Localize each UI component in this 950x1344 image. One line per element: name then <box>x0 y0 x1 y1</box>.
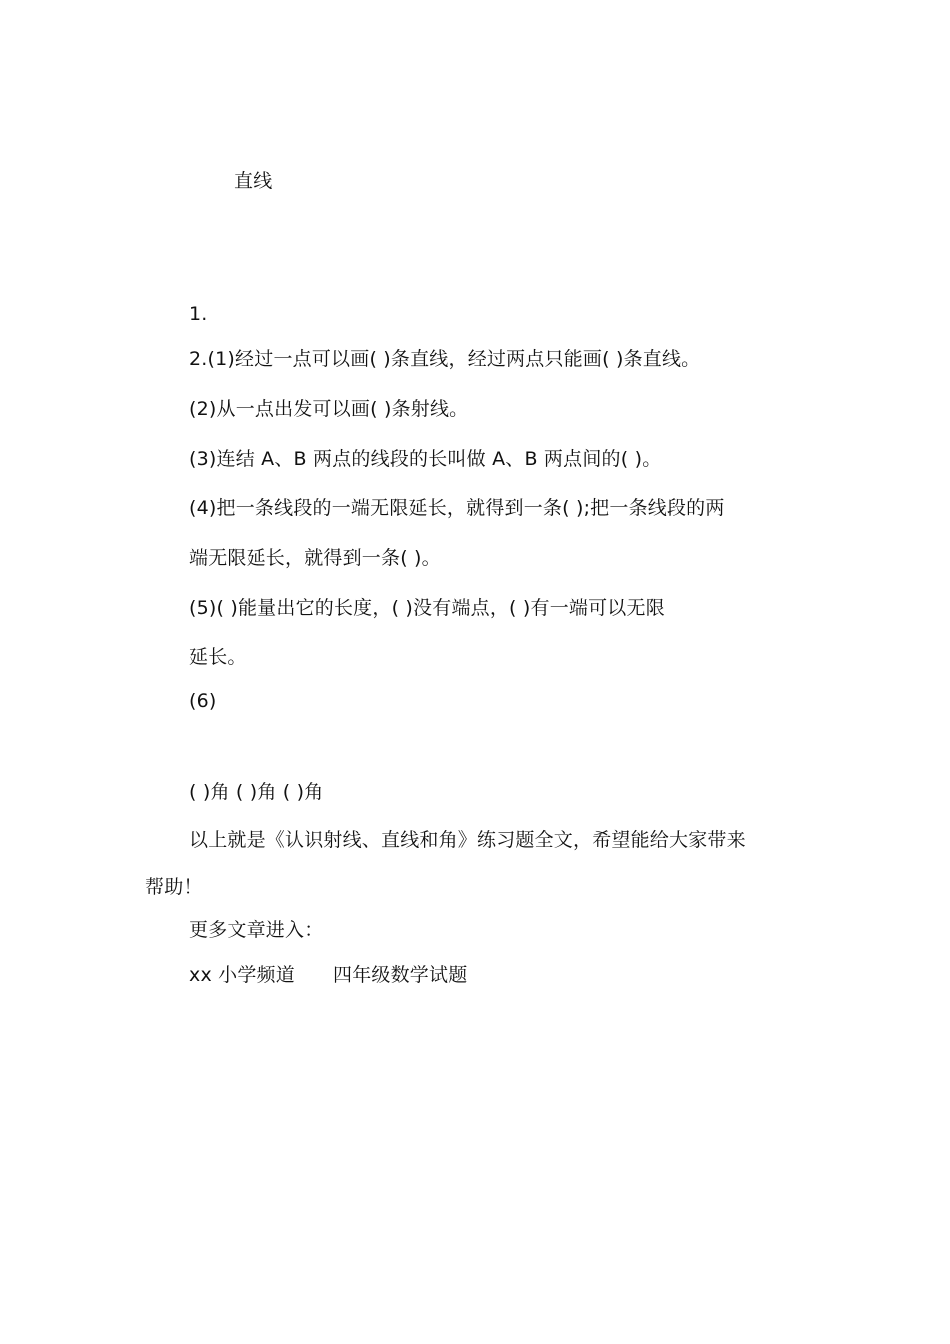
more-articles-label: 更多文章进入： <box>189 919 324 941</box>
angle-blanks: ( )角 ( )角 ( )角 <box>189 781 324 803</box>
closing-paragraph-line-2: 帮助！ <box>145 876 203 898</box>
exam-link[interactable]: 四年级数学试题 <box>333 964 468 986</box>
section-heading: 直线 <box>234 170 273 192</box>
question-2-5-line-1: (5)( )能量出它的长度，( )没有端点，( )有一端可以无限 <box>189 597 665 619</box>
channel-link[interactable]: xx 小学频道 <box>189 964 295 986</box>
question-2-6: (6) <box>189 690 217 712</box>
question-2-2: (2)从一点出发可以画( )条射线。 <box>189 398 469 420</box>
question-2-5-line-2: 延长。 <box>189 646 247 668</box>
question-2-4-line-1: (4)把一条线段的一端无限延长，就得到一条( );把一条线段的两 <box>189 497 725 519</box>
question-2-1: 2.(1)经过一点可以画( )条直线，经过两点只能画( )条直线。 <box>189 348 701 370</box>
question-2-3: (3)连结 A、B 两点的线段的长叫做 A、B 两点间的( )。 <box>189 448 662 470</box>
question-2-4-line-2: 端无限延长，就得到一条( )。 <box>189 547 441 569</box>
question-1: 1. <box>189 303 208 325</box>
closing-paragraph-line-1: 以上就是《认识射线、直线和角》练习题全文，希望能给大家带来 <box>189 829 746 851</box>
